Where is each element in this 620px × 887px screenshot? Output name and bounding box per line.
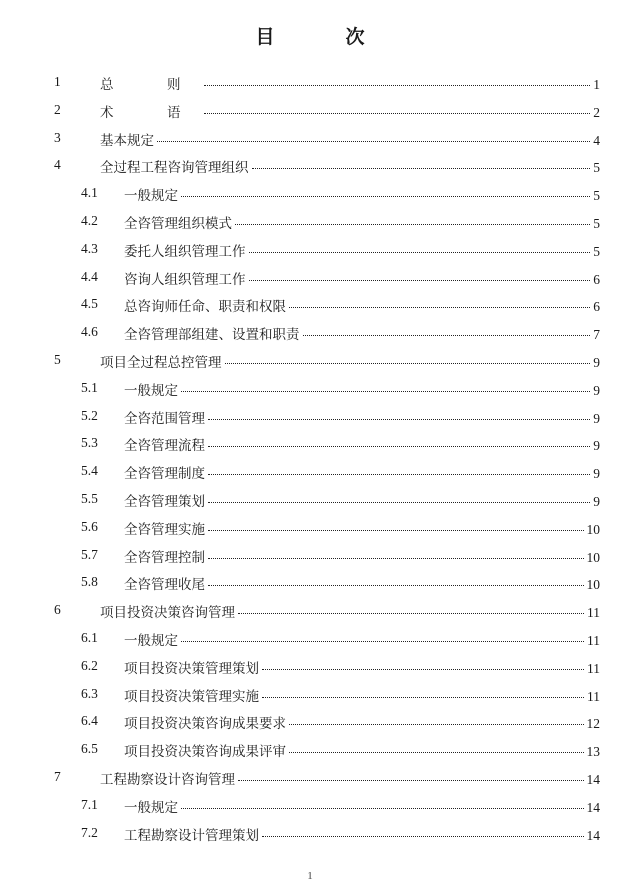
toc-entry-leader [124, 184, 600, 204]
toc-entry-number: 7.2 [81, 824, 98, 840]
toc-entry-leader [124, 212, 600, 232]
toc-entry-leader [124, 268, 600, 288]
toc-entry-label: 一般规定 [124, 799, 178, 816]
toc-entry-leader [124, 546, 600, 566]
toc-entry-page: 5 [593, 215, 600, 231]
dot-leader [262, 826, 584, 837]
dot-leader [208, 548, 584, 559]
toc-entry-page: 11 [587, 605, 600, 621]
dot-leader [204, 103, 591, 114]
toc-entry-page: 9 [593, 382, 600, 398]
toc-entry-label: 全咨管理制度 [124, 466, 205, 483]
dot-leader [181, 631, 584, 642]
toc-entry-label: 全咨管理部组建、设置和职责 [124, 327, 300, 344]
toc-entry-leader [124, 796, 600, 816]
dot-leader [249, 270, 591, 281]
toc-entry-leader [124, 323, 600, 343]
toc-entry-number: 5.3 [81, 435, 98, 451]
dot-leader [235, 214, 590, 225]
toc-entry-label: 项目投资决策咨询成果要求 [124, 716, 286, 733]
dot-leader [208, 575, 584, 586]
toc-entry-page: 9 [593, 466, 600, 482]
dot-leader [181, 798, 584, 809]
toc-entry[interactable] [0, 736, 620, 764]
toc-entry-leader [124, 462, 600, 482]
toc-entry[interactable] [0, 125, 620, 153]
toc-entry-page: 10 [586, 549, 600, 565]
toc-entry[interactable] [0, 764, 620, 792]
toc-entry[interactable] [0, 708, 620, 736]
dot-leader [238, 770, 584, 781]
toc-entry[interactable] [0, 458, 620, 486]
toc-entry-leader [100, 101, 600, 121]
dot-leader [157, 131, 590, 142]
toc-entry-leader [124, 407, 600, 427]
dot-leader [204, 75, 591, 86]
footer-page-number: 1 [307, 870, 313, 882]
toc-entry-page: 14 [586, 799, 600, 815]
toc-entry-leader [124, 518, 600, 538]
toc-entry-page: 11 [587, 632, 600, 648]
toc-entry-label: 总 则 [100, 77, 201, 93]
dot-leader [208, 520, 584, 531]
toc-entry-label: 项目投资决策管理实施 [124, 688, 259, 705]
toc-entry-leader [124, 629, 600, 649]
toc-entry-page: 10 [586, 577, 600, 593]
toc-entry-page: 9 [593, 438, 600, 454]
toc-entry-leader [100, 601, 600, 621]
toc-entry-page: 4 [593, 132, 600, 148]
toc-entry[interactable] [0, 180, 620, 208]
toc-entry-page: 14 [586, 827, 600, 843]
toc-entry-number: 1 [54, 74, 61, 89]
toc-entry-page: 14 [586, 771, 600, 787]
toc-entry[interactable] [0, 236, 620, 264]
toc-entry-number: 7.1 [81, 796, 98, 812]
dot-leader [249, 242, 591, 253]
toc-entry-number: 4.3 [81, 240, 98, 256]
toc-entry[interactable] [0, 319, 620, 347]
toc-entry-number: 6.2 [81, 657, 98, 673]
toc-entry-leader [124, 685, 600, 705]
toc-entry-number: 5 [54, 351, 61, 367]
toc-entry[interactable] [0, 152, 620, 180]
toc-entry-page: 5 [593, 188, 600, 204]
toc-entry-label: 全咨管理控制 [124, 549, 205, 566]
toc-entry[interactable] [0, 681, 620, 709]
toc-entry-label: 全咨管理收尾 [124, 577, 205, 594]
toc-entry-number: 5.4 [81, 463, 98, 479]
toc-entry-leader [100, 768, 600, 788]
toc-entry-label: 术 语 [100, 104, 201, 121]
toc-entry-number: 5.8 [81, 574, 98, 590]
toc-entry-leader [124, 740, 600, 760]
toc-entry[interactable] [0, 347, 620, 375]
toc-entry-leader [100, 73, 600, 93]
toc-entry-label: 总咨询师任命、职责和权限 [124, 299, 286, 316]
toc-entry-number: 4.1 [81, 185, 98, 201]
dot-leader [208, 436, 590, 447]
toc-entry-number: 7 [54, 768, 61, 784]
toc-entry-page: 6 [593, 271, 600, 287]
toc-entry[interactable] [0, 264, 620, 292]
toc-entry-leader [100, 129, 600, 149]
toc-entry[interactable] [0, 486, 620, 514]
toc-entry-label: 全咨管理策划 [124, 493, 205, 510]
toc-entry-leader [124, 240, 600, 260]
toc-entry-page: 11 [587, 660, 600, 676]
toc-entry-label: 全咨范围管理 [124, 410, 205, 427]
toc-entry-label: 全咨管理流程 [124, 438, 205, 455]
toc-entry-leader [124, 490, 600, 510]
toc-entry[interactable] [0, 542, 620, 570]
dot-leader [289, 297, 590, 308]
toc-entry-label: 项目投资决策咨询成果评审 [124, 744, 286, 761]
toc-entry-leader [124, 712, 600, 732]
toc-entry-label: 工程勘察设计管理策划 [124, 827, 259, 844]
toc-entry-number: 6.5 [81, 741, 98, 757]
toc-entry[interactable] [0, 792, 620, 820]
toc-entry-number: 5.7 [81, 546, 98, 562]
toc-entry[interactable] [0, 569, 620, 597]
table-of-contents [0, 69, 620, 847]
toc-entry-number: 5.6 [81, 518, 98, 534]
dot-leader [181, 381, 590, 392]
toc-entry-label: 一般规定 [124, 632, 178, 649]
toc-entry[interactable] [0, 208, 620, 236]
toc-entry-number: 6.1 [81, 629, 98, 645]
dot-leader [225, 353, 591, 364]
toc-entry-number: 5.2 [81, 407, 98, 423]
toc-entry-page: 9 [593, 493, 600, 509]
dot-leader [289, 714, 584, 725]
dot-leader [208, 409, 590, 420]
toc-entry-leader [124, 573, 600, 593]
toc-entry-page: 6 [593, 299, 600, 315]
toc-entry-leader [124, 379, 600, 399]
toc-entry-label: 项目投资决策管理策划 [124, 660, 259, 677]
page-title: 目 次 [255, 26, 391, 48]
toc-entry-page: 2 [593, 104, 600, 120]
dot-leader [208, 492, 590, 503]
toc-entry-label: 委托人组织管理工作 [124, 243, 246, 260]
toc-entry[interactable] [0, 69, 620, 97]
toc-entry[interactable] [0, 375, 620, 403]
toc-entry-number: 6.4 [81, 713, 98, 729]
toc-entry-label: 一般规定 [124, 188, 178, 205]
toc-entry[interactable] [0, 625, 620, 653]
toc-entry-number: 4.4 [81, 268, 98, 284]
toc-entry[interactable] [0, 430, 620, 458]
toc-entry-number: 4.6 [81, 324, 98, 340]
toc-entry-leader [124, 434, 600, 454]
toc-entry-leader [100, 351, 600, 371]
toc-entry-number: 4 [54, 157, 61, 173]
toc-entry-label: 全咨管理实施 [124, 521, 205, 538]
toc-entry[interactable] [0, 403, 620, 431]
dot-leader [289, 742, 584, 753]
toc-entry-page: 5 [593, 160, 600, 176]
toc-entry[interactable] [0, 291, 620, 319]
toc-entry[interactable] [0, 820, 620, 848]
toc-entry-leader [100, 156, 600, 176]
dot-leader [262, 659, 584, 670]
toc-entry-label: 项目全过程总控管理 [100, 354, 222, 371]
toc-entry-number: 5.1 [81, 379, 98, 395]
dot-leader [252, 158, 591, 169]
toc-entry-number: 2 [54, 101, 61, 117]
dot-leader [208, 464, 590, 475]
toc-entry[interactable] [0, 653, 620, 681]
toc-entry[interactable] [0, 514, 620, 542]
toc-entry-label: 一般规定 [124, 382, 178, 399]
toc-entry[interactable] [0, 97, 620, 125]
toc-entry-number: 6 [54, 602, 61, 618]
toc-entry-page: 5 [593, 243, 600, 259]
toc-entry-label: 咨询人组织管理工作 [124, 271, 246, 288]
toc-entry-number: 4.5 [81, 296, 98, 312]
toc-entry-number: 4.2 [81, 212, 98, 228]
toc-entry-number: 6.3 [81, 685, 98, 701]
toc-entry-leader [124, 824, 600, 844]
dot-leader [238, 603, 584, 614]
toc-entry-label: 全过程工程咨询管理组织 [100, 160, 249, 177]
toc-entry-page: 7 [593, 327, 600, 343]
toc-entry-label: 全咨管理组织模式 [124, 215, 232, 232]
toc-entry-leader [124, 657, 600, 677]
toc-entry-number: 3 [54, 129, 61, 145]
toc-entry-page: 1 [593, 77, 600, 92]
dot-leader [262, 687, 584, 698]
toc-entry-number: 5.5 [81, 490, 98, 506]
toc-entry-page: 12 [586, 716, 600, 732]
dot-leader [303, 325, 591, 336]
toc-entry-page: 11 [587, 688, 600, 704]
dot-leader [181, 186, 590, 197]
toc-entry-label: 基本规定 [100, 132, 154, 149]
toc-entry-label: 项目投资决策咨询管理 [100, 605, 235, 622]
toc-entry[interactable] [0, 597, 620, 625]
toc-entry-label: 工程勘察设计咨询管理 [100, 771, 235, 788]
toc-entry-page: 10 [586, 521, 600, 537]
toc-entry-leader [124, 295, 600, 315]
toc-entry-page: 9 [593, 354, 600, 370]
toc-entry-page: 9 [593, 410, 600, 426]
toc-entry-page: 13 [586, 744, 600, 760]
